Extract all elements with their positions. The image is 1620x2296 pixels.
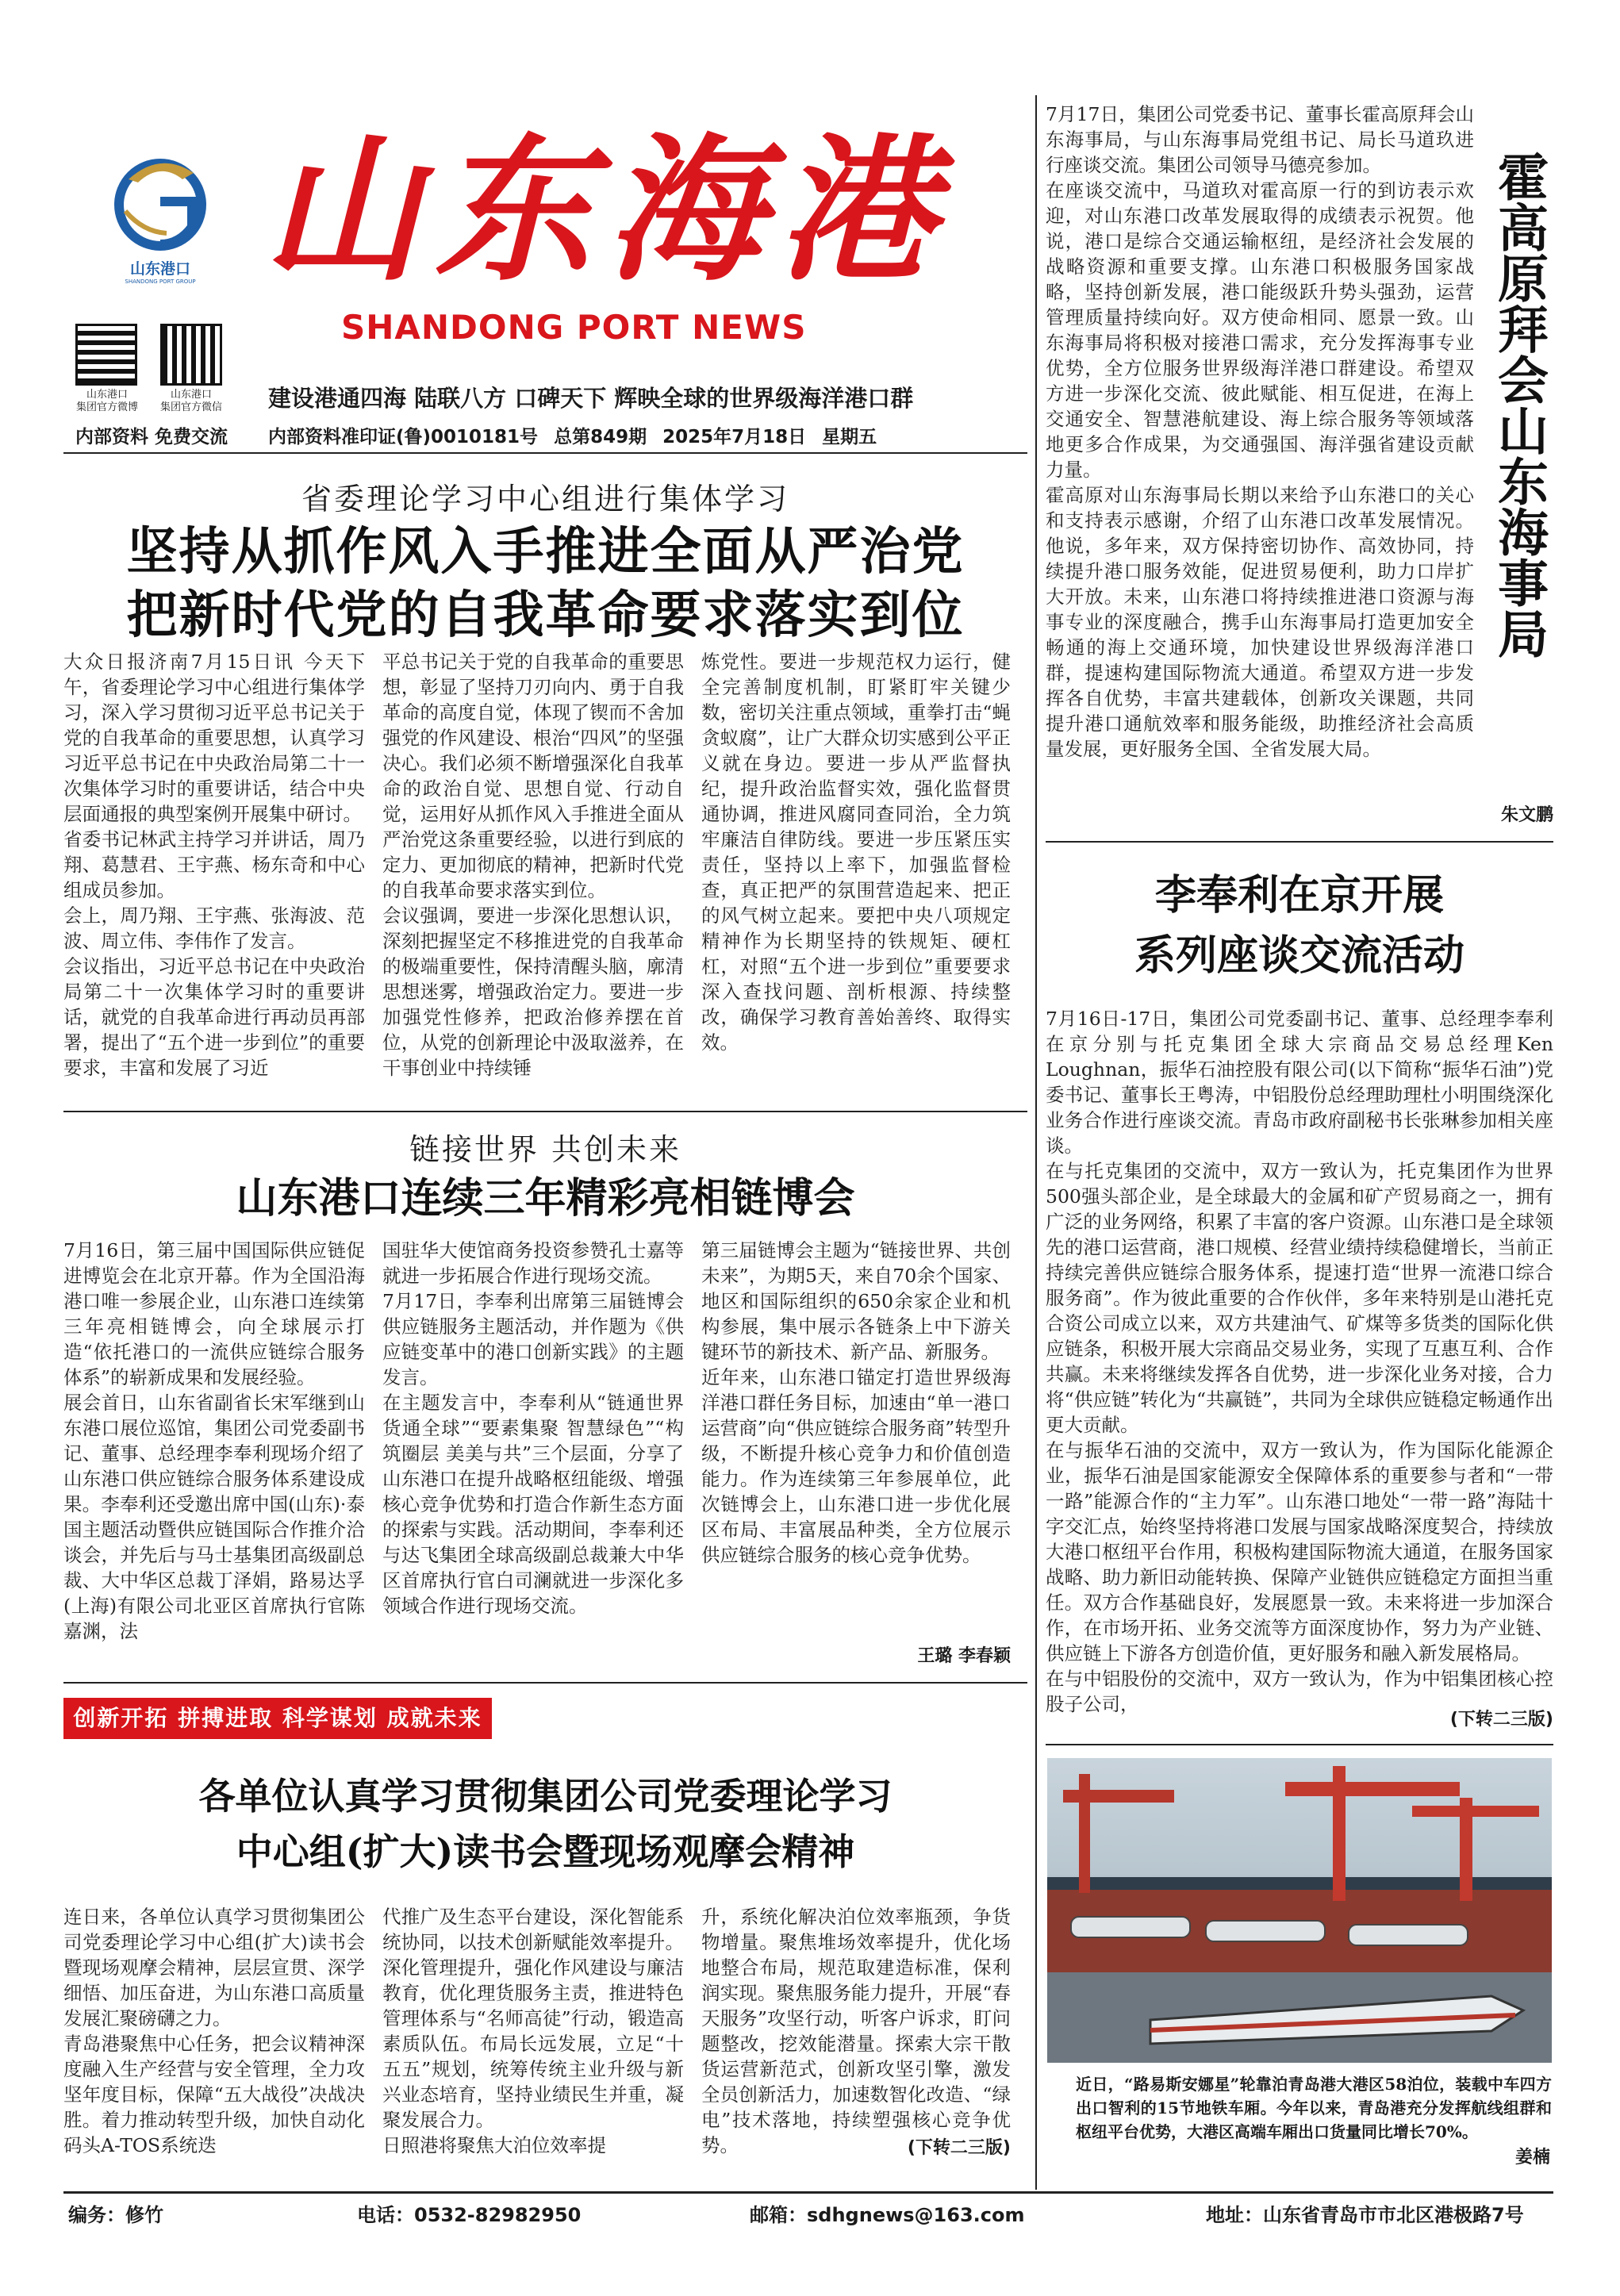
lead-headline-2: 把新时代党的自我革命要求落实到位 <box>126 586 965 645</box>
li-headline-1: 李奉利在京开展 <box>1154 871 1444 920</box>
footer-address: 地址：山东省青岛市市北区港极路7号 <box>1206 2204 1524 2226</box>
masthead-title: 山东海港 <box>263 117 949 302</box>
lead-bottom-rule <box>63 1111 1027 1112</box>
study-headline-1: 各单位认真学习贯彻集团公司党委理论学习 <box>198 1775 893 1818</box>
expo-byline: 王璐 李春颖 <box>917 1646 1011 1666</box>
masthead-title-en: SHANDONG PORT NEWS <box>341 308 807 347</box>
permit-number: 内部资料准印证(鲁)0010181号 <box>268 427 539 447</box>
li-headline-2: 系列座谈交流活动 <box>1134 931 1465 980</box>
section-banner: 创新开拓 拼搏进取 科学谋划 成就未来 <box>63 1698 492 1739</box>
footer-rule <box>63 2191 1553 2194</box>
study-continued: (下转二三版) <box>907 2138 1011 2158</box>
expo-col-3: 第三届链博会主题为“链接世界、共创未来”，为期5天，来自70余个国家、地区和国际组织的650余家企业和机构参展，集中展示各链条上中下游关键环节的新技术、新产品、新服务。 近年来，山东港口锚定打造世界级海洋港口群任务目标，加速由“单一港口运营商”向“供应链综合服务商”转型升级，不断提升核心竞争力和价值创造能力。作为连续第三年参展单位，此次链博会上，山东港口进一步优化展区布局、丰富展品种类，全方位展示供应链综合服务的核心竞争优势。 <box>701 1239 1011 1566</box>
study-col-1: 连日来，各单位认真学习贯彻集团公司党委理论学习中心组(扩大)读书会暨现场观摩会精神，层层宣贯、深学细悟、加压奋进，为山东港口高质量发展汇聚磅礴之力。 青岛港聚焦中心任务，把会议精神深度融入生产经营与安全管理，全力攻坚年度目标，保障“五大战役”决战决胜。着力推动转型升级，加快自动化码头A-TOS系统迭 <box>63 1906 365 2156</box>
expo-headline: 山东港口连续三年精彩亮相链博会 <box>236 1174 855 1223</box>
huo-bottom-rule <box>1046 841 1553 843</box>
footer-email: 邮箱：sdhgnews@163.com <box>750 2204 1025 2226</box>
footer-phone: 电话：0532-82982950 <box>357 2204 582 2226</box>
li-continued: (下转二三版) <box>1449 1710 1553 1730</box>
expo-kicker: 链接世界 共创未来 <box>409 1132 682 1167</box>
issue-line <box>268 422 1030 448</box>
masthead-rule <box>63 452 1027 454</box>
expo-col-2: 国驻华大使馆商务投资参赞孔士嘉等就进一步拓展合作进行现场交流。 7月17日，李奉利出席第三届链博会供应链服务主题活动，并作题为《供应链变革中的港口创新实践》的主题发言。 在主题发言中，李奉利从“链通世界 货通全球”“要素集聚 智慧绿色”“构筑圈层 美美与共”三个层面，分享了山东港口在提升战略枢纽能级、增强核心竞争优势和打造合作新生态方面的探索与实践。活动期间，李奉利还与达飞集团全球高级副总裁兼大中华区首席执行官白司澜就进一步深化多领域合作进行现场交流。 <box>382 1239 684 1617</box>
internal-note: 内部资料 免费交流 <box>75 427 228 447</box>
right-column-divider <box>1035 95 1037 2190</box>
issue-date: 2025年7月18日 <box>662 427 807 447</box>
huo-byline: 朱文鹏 <box>1500 805 1553 825</box>
port-scene-icon <box>1047 1758 1552 2063</box>
qr-weibo[interactable] <box>75 324 137 386</box>
qr-weibo-caption: 山东港口 集团官方微博 <box>75 389 138 413</box>
li-bottom-rule <box>1046 1744 1553 1745</box>
port-photo <box>1047 1758 1552 2063</box>
logo-caption-en: SHANDONG PORT GROUP <box>125 278 196 285</box>
logo-caption: 山东港口 <box>129 260 190 278</box>
issue-weekday: 星期五 <box>822 427 877 447</box>
huo-headline: 霍高原拜会山东海事局 <box>1489 151 1549 658</box>
lead-kicker: 省委理论学习中心组进行集体学习 <box>301 482 789 516</box>
slogan: 建设港通四海 陆联八方 口碑天下 辉映全球的世界级海洋港口群 <box>268 385 914 412</box>
huo-body: 7月17日，集团公司党委书记、董事长霍高原拜会山东海事局，与山东海事局党组书记、局长马道玖进行座谈交流。集团公司领导马德亮参加。 在座谈交流中，马道玖对霍高原一行的到访表示欢迎，对山东港口改革发展取得的成绩表示祝贺。他说，港口是综合交通运输枢纽，是经济社会发展的战略资源和重要支撑。山东港口积极服务国家战略，坚持创新发展，港口能级跃升势头强劲，运营管理质量持续向好。双方使命相同、愿景一致。山东海事局将积极对接港口需求，充分发挥海事专业优势，全方位服务世界级海洋港口群建设。希望双方进一步深化交流、彼此赋能、相互促进，在海上交通安全、智慧港航建设、海上综合服务等领域落地更多合作成果，为交通强国、海洋强省建设贡献力量。 霍高原对山东海事局长期以来给予山东港口的关心和支持表示感谢，介绍了山东港口改革发展情况。他说，多年来，双方保持密切协作、高效协同，持续提升港口服务效能，促进贸易便利，助力口岸扩大开放。未来，山东港口将持续推进港口资源与海事专业的深度融合，携手山东海事局打造更加安全畅通的海上交通环境，加快建设世界级海洋港口群，提速构建国际物流大通道。希望双方进一步发挥各自优势，丰富共建载体，创新攻关课题，共同提升港口通航效率和服务能级，助推经济社会高质量发展，更好服务全国、全省发展大局。 <box>1046 103 1474 760</box>
study-col-3: 升，系统化解决泊位效率瓶颈，争货物增量。聚焦堆场效率提升，优化场地整合布局，规范取建造标准，保利润实现。聚焦服务能力提升，开展“春天服务”攻坚行动，听客户诉求，盯问题整改，挖效能潜量。探索大宗干散货运营新范式，创新攻坚引擎，激发全员创新活力，加速数智化改造、“绿电”技术落地，持续塑强核心竞争优势。 <box>701 1906 1011 2156</box>
lead-col-2: 平总书记关于党的自我革命的重要思想，彰显了坚持刀刃向内、勇于自我革命的高度自觉，体现了锲而不舍加强党的作风建设、根治“四风”的坚强决心。我们必须不断增强深化自我革命的政治自觉、思想自觉、行动自觉，运用好从抓作风入手推进全面从严治党这条重要经验，以进行到底的定力、更加彻底的精神，把新时代党的自我革命要求落实到位。 会议强调，要进一步深化思想认识，深刻把握坚定不移推进党的自我革命的极端重要性，保持清醒头脑，廓清思想迷雾，增强政治定力。要进一步加强党性修养，把政治修养摆在首位，从党的创新理论中汲取滋养，在干事创业中持续锤 <box>382 651 684 1079</box>
qr-wechat[interactable] <box>160 324 222 386</box>
lead-col-1: 大众日报济南7月15日讯 今天下午，省委理论学习中心组进行集体学习，深入学习贯彻习近平总书记关于党的自我革命的重要思想，认真学习习近平总书记在中央政治局第二十一次集体学习时的重要讲话，结合中央层面通报的典型案例开展集中研讨。 省委书记林武主持学习并讲话，周乃翔、葛慧君、王宇燕、杨东奇和中心组成员参加。 会上，周乃翔、王宇燕、张海波、范波、周立伟、李伟作了发言。 会议指出，习近平总书记在中央政治局第二十一次集体学习时的重要讲话，就党的自我革命进行再动员再部署，提出了“五个进一步到位”的重要要求，丰富和发展了习近 <box>63 651 365 1079</box>
photo-caption: 近日，“路易斯安娜星”轮靠泊青岛港大港区58泊位，装载中车四方出口智利的15节地铁车厢。今年以来，青岛港充分发挥航线组群和枢纽平台优势，大港区高端车厢出口货量同比增长70%。 <box>1076 2075 1552 2141</box>
issue-number: 总第849期 <box>554 427 647 447</box>
study-col-2: 代推广及生态平台建设，深化智能系统协同，以技术创新赋能效率提升。深化管理提升，强化作风建设与廉洁教育，优化理货服务主责，推进特色管理体系与“名师高徒”行动，锻造高素质队伍。布局长远发展，立足“十五五”规划，统筹传统主业升级与新兴业态培育，坚持业绩民生并重，凝聚发展合力。 日照港将聚焦大泊位效率提 <box>382 1906 684 2156</box>
footer-editor: 编务：修竹 <box>68 2204 163 2226</box>
photo-byline: 姜楠 <box>1514 2148 1550 2167</box>
logo-mark-icon <box>111 155 209 251</box>
study-headline-2: 中心组(扩大)读书会暨现场观摩会精神 <box>236 1830 855 1873</box>
group-logo <box>111 155 209 285</box>
lead-col-3: 炼党性。要进一步规范权力运行，健全完善制度机制，盯紧盯牢关键少数，密切关注重点领域，重拳打击“蝇贪蚁腐”，让广大群众切实感到公平正义就在身边。要进一步从严监督执纪，提升政治监督实效，强化监督贯通协调，推进风腐同查同治，全力筑牢廉洁自律防线。要进一步压紧压实责任，坚持以上率下，加强监督检查，真正把严的氛围营造起来、把正的风气树立起来。要把中央八项规定精神作为长期坚持的铁规矩、硬杠杠，对照“五个进一步到位”重要要求深入查找问题、剖析根源、持续整改，确保学习教育善始善终、取得实效。 <box>701 651 1011 1054</box>
qr-wechat-caption: 山东港口 集团官方微信 <box>159 389 222 413</box>
li-body: 7月16日-17日，集团公司党委副书记、董事、总经理李奉利在京分别与托克集团全球大宗商品交易总经理Ken Loughnan，振华石油控股有限公司(以下简称“振华石油”)党委书记、董事长王粤涛，中铝股份总经理助理杜小明围绕深化业务合作进行座谈交流。青岛市政府副秘书长张琳参加相关座谈。 在与托克集团的交流中，双方一致认为，托克集团作为世界500强头部企业，是全球最大的金属和矿产贸易商之一，拥有广泛的业务网络，积累了丰富的客户资源。山东港口是全球领先的港口运营商，港口规模、经营业绩持续稳健增长，当前正持续完善供应链综合服务体系，提速打造“世界一流港口综合服务商”。作为彼此重要的合作伙伴，多年来特别是山港托克合资公司成立以来，双方共建油气、矿煤等多货类的国际化供应链条，积极开展大宗商品交易业务，实现了互惠互利、合作共赢。未来将继续发挥各自优势，进一步深化业务对接，合力将“供应链”转化为“共赢链”，共同为全球供应链稳定畅通作出更大贡献。 在与振华石油的交流中，双方一致认为，作为国际化能源企业，振华石油是国家能源安全保障体系的重要参与者和“一带一路”能源合作的“主力军”。山东港口地处“一带一路”海陆十字交汇点，始终坚持将港口发展与国家战略深度契合，持续放大港口枢纽平台作用，积极构建国际物流大通道，在服务国家战略、助力新旧动能转换、保障产业链供应链稳定方面担当重任。双方合作基础良好，发展愿景一致。未来将进一步加深合作，在市场开拓、业务交流等方面深度协作，努力为产业链、供应链上下游各方创造价值，更好服务和融入新发展格局。 在与中铝股份的交流中，双方一致认为，作为中铝集团核心控股子公司， <box>1046 1008 1553 1715</box>
expo-bottom-rule <box>63 1682 1027 1684</box>
expo-col-1: 7月16日，第三届中国国际供应链促进博览会在北京开幕。作为全国沿海港口唯一参展企业，山东港口连续第三年亮相链博会，向全球展示打造“依托港口的一流供应链综合服务体系”的崭新成果和发展经验。 展会首日，山东省副省长宋军继到山东港口展位巡馆，集团公司党委副书记、董事、总经理李奉利现场介绍了山东港口供应链综合服务体系建设成果。李奉利还受邀出席中国(山东)·泰国主题活动暨供应链国际合作推介洽谈会，并先后与马士基集团高级副总裁、大中华区总裁丁泽娟，路易达孚(上海)有限公司北亚区首席执行官陈嘉渊，法 <box>63 1239 365 1642</box>
lead-headline-1: 坚持从抓作风入手推进全面从严治党 <box>126 523 965 582</box>
